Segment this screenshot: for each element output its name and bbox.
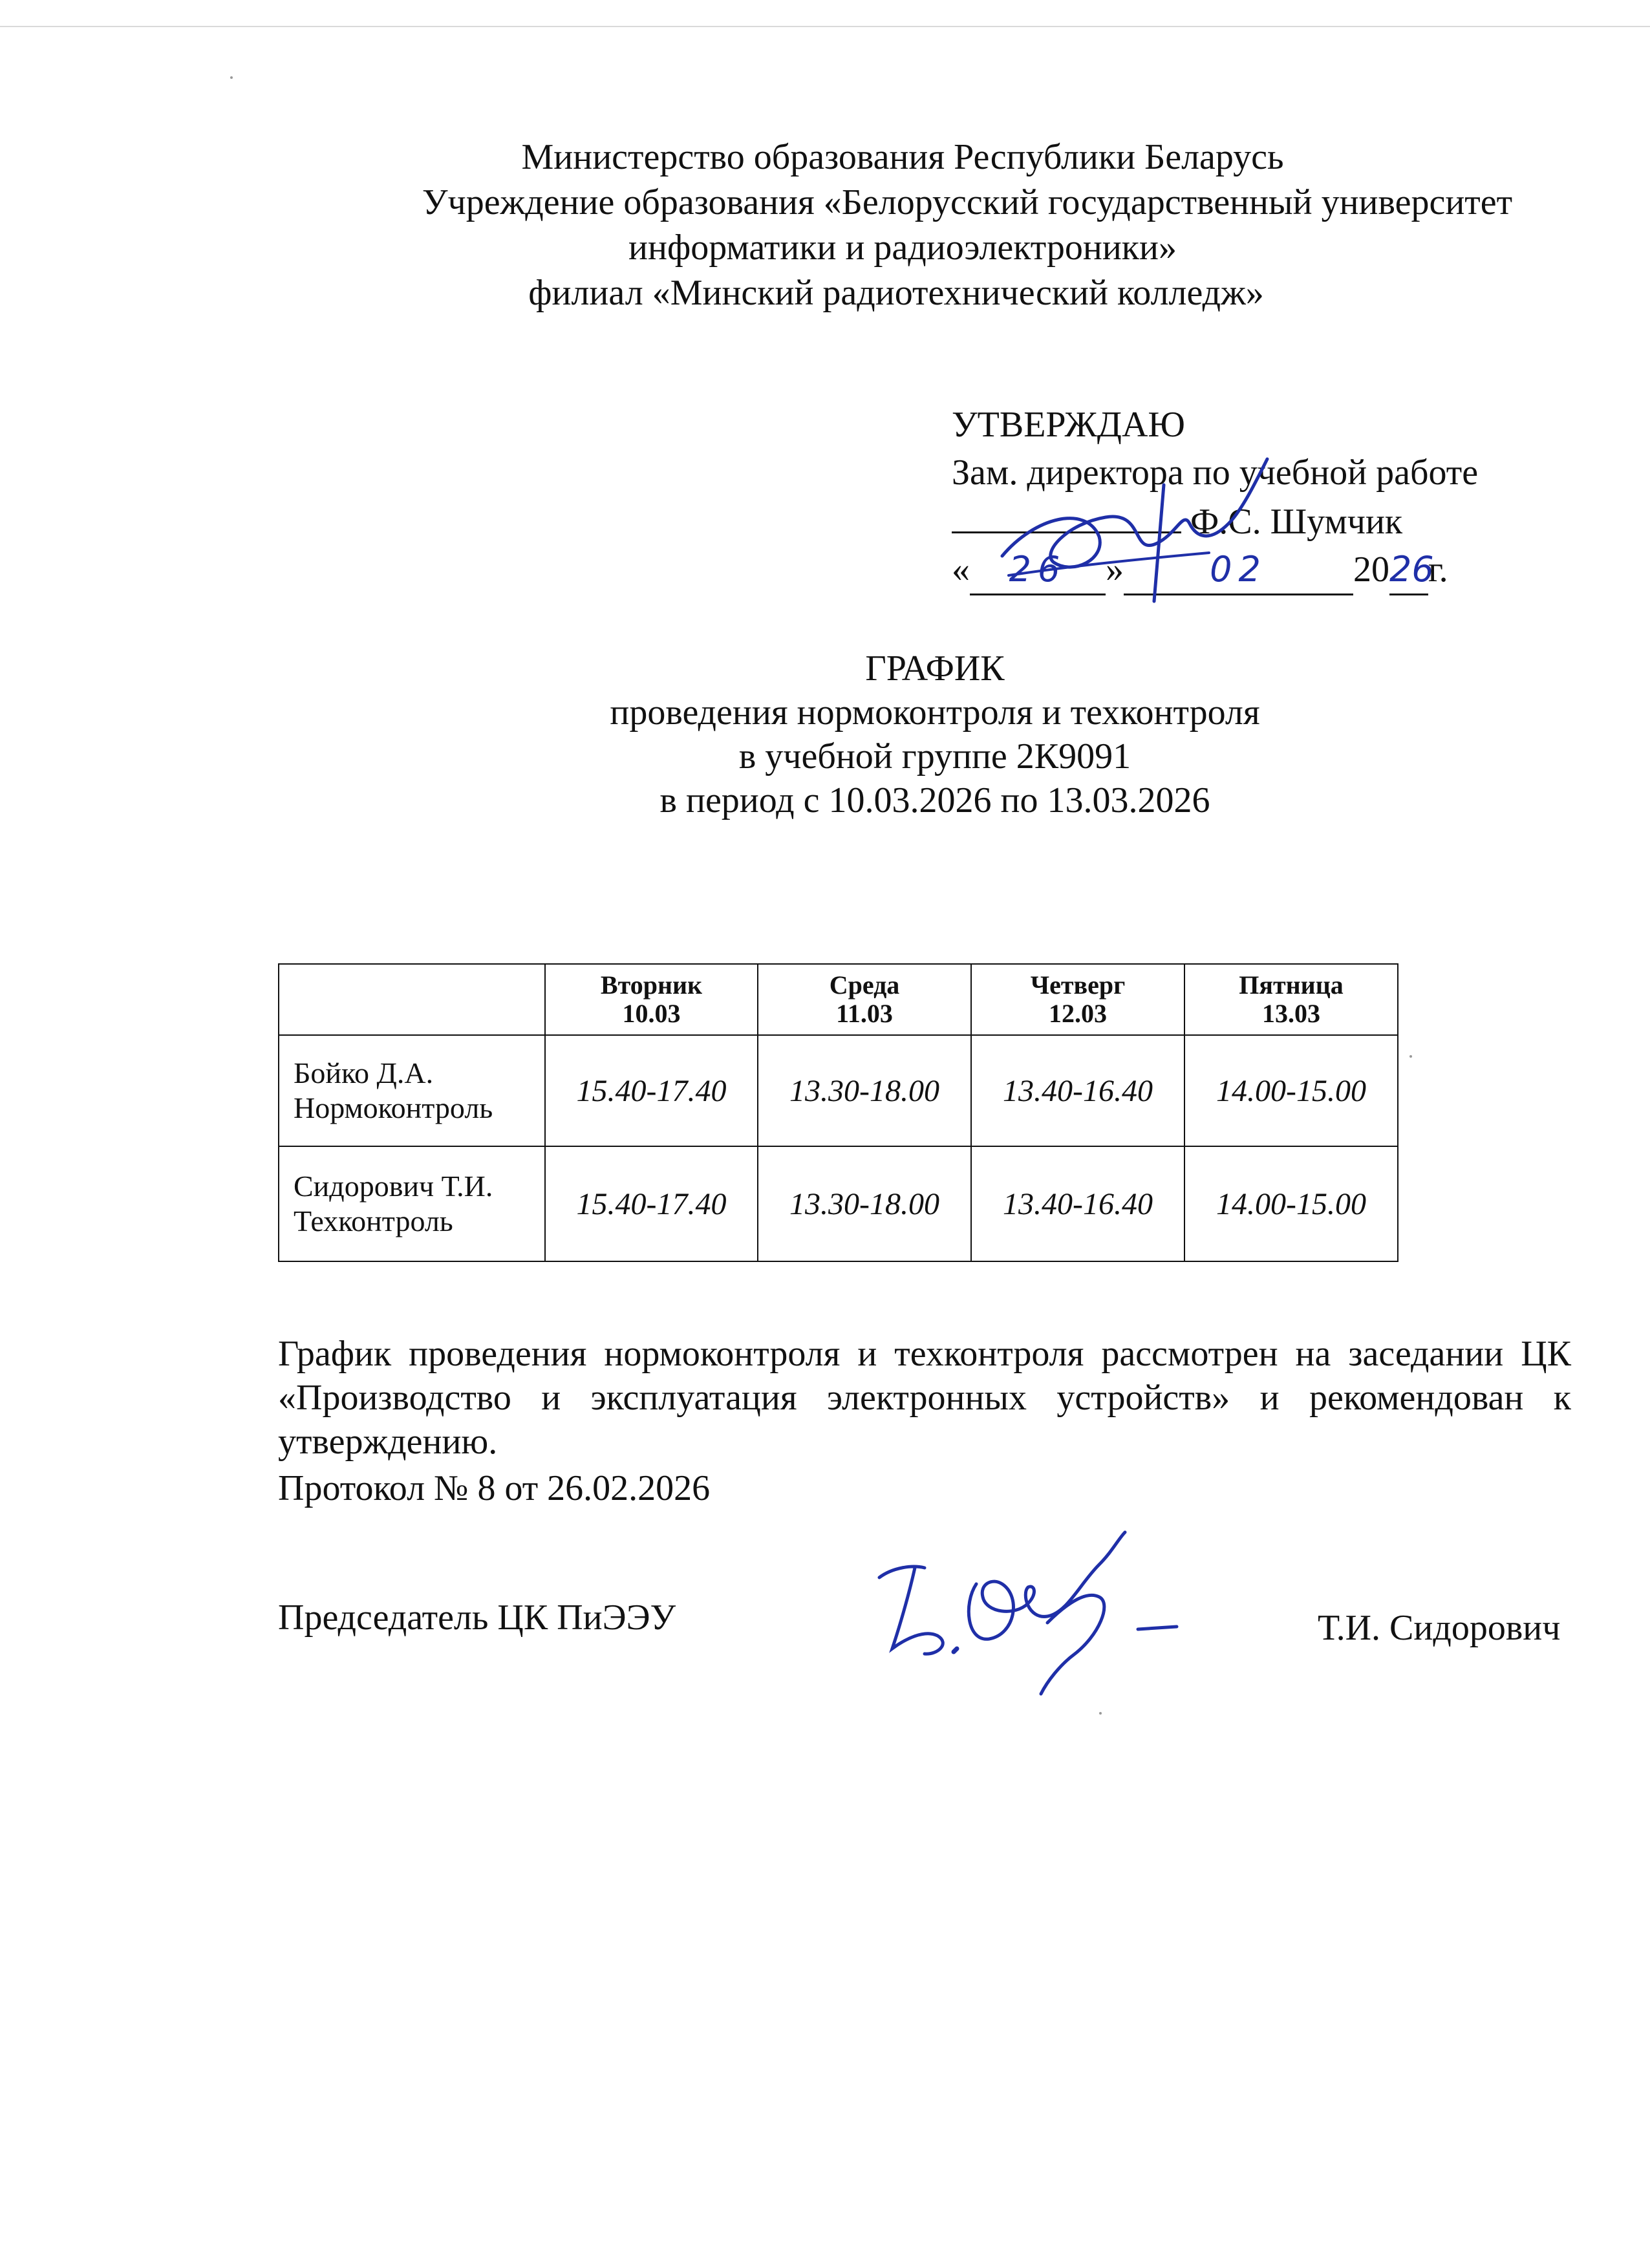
header-cell: Четверг 12.03	[971, 964, 1184, 1035]
approval-heading: УТВЕРЖДАЮ	[952, 405, 1185, 445]
time-cell: 14.00-15.00	[1184, 1146, 1398, 1261]
document-header	[0, 134, 1650, 316]
header-blank-cell	[279, 964, 545, 1035]
chair-name: Т.И. Сидорович	[1318, 1608, 1561, 1648]
person-cell: Сидорович Т.И. Техконтроль	[279, 1146, 545, 1261]
approval-year-suffix: 26	[1389, 546, 1428, 595]
time-cell: 14.00-15.00	[1184, 1035, 1398, 1146]
time-cell: 15.40-17.40	[545, 1146, 758, 1261]
approver-signature	[996, 446, 1280, 608]
approver-name: Ф.С. Шумчик	[1190, 502, 1403, 542]
scan-speck	[1409, 1055, 1412, 1058]
title-group: в учебной группе 2К9091	[738, 736, 1131, 776]
table-row	[279, 1035, 1398, 1146]
institution-line-2: информатики и радиоэлектроники»	[628, 228, 1177, 268]
approval-position: Зам. директора по учебной работе	[952, 453, 1479, 493]
person-cell: Бойко Д.А. Нормоконтроль	[279, 1035, 545, 1146]
title-period: в период с 10.03.2026 по 13.03.2026	[659, 780, 1210, 820]
approval-day: 26	[970, 546, 1106, 595]
protocol-line: Протокол № 8 от 26.02.2026	[278, 1468, 711, 1508]
approval-month: 02	[1124, 546, 1353, 595]
scan-speck	[230, 76, 233, 79]
time-cell: 13.30-18.00	[758, 1146, 971, 1261]
document-title	[0, 647, 1650, 822]
page-edge	[0, 26, 1650, 27]
title-subject: проведения нормоконтроля и техконтроля	[610, 692, 1260, 733]
institution-line: Учреждение образования «Белорусский государственный университет	[422, 182, 1513, 222]
title-heading: ГРАФИК	[865, 648, 1005, 689]
review-note: График проведения нормоконтроля и техконтроля рассмотрен на заседании ЦК «Производство и эксплуатация электронных устройств» и рекомендован к утверждению.	[278, 1334, 1571, 1462]
scan-speck	[1099, 1712, 1102, 1715]
chair-title: Председатель ЦК ПиЭЭУ	[278, 1598, 676, 1638]
schedule-table	[278, 963, 1398, 1262]
chair-signature	[853, 1506, 1216, 1700]
approval-date: « 26 » 02 2026г.	[952, 546, 1598, 595]
table-header-row	[279, 964, 1398, 1035]
time-cell: 15.40-17.40	[545, 1035, 758, 1146]
header-cell: Пятница 13.03	[1184, 964, 1398, 1035]
time-cell: 13.30-18.00	[758, 1035, 971, 1146]
branch-line: филиал «Минский радиотехнический колледж»	[528, 273, 1264, 313]
time-cell: 13.40-16.40	[971, 1035, 1184, 1146]
ministry-line: Министерство образования Республики Беларусь	[521, 137, 1284, 177]
header-cell: Среда 11.03	[758, 964, 971, 1035]
time-cell: 13.40-16.40	[971, 1146, 1184, 1261]
header-cell: Вторник 10.03	[545, 964, 758, 1035]
table-row	[279, 1146, 1398, 1261]
